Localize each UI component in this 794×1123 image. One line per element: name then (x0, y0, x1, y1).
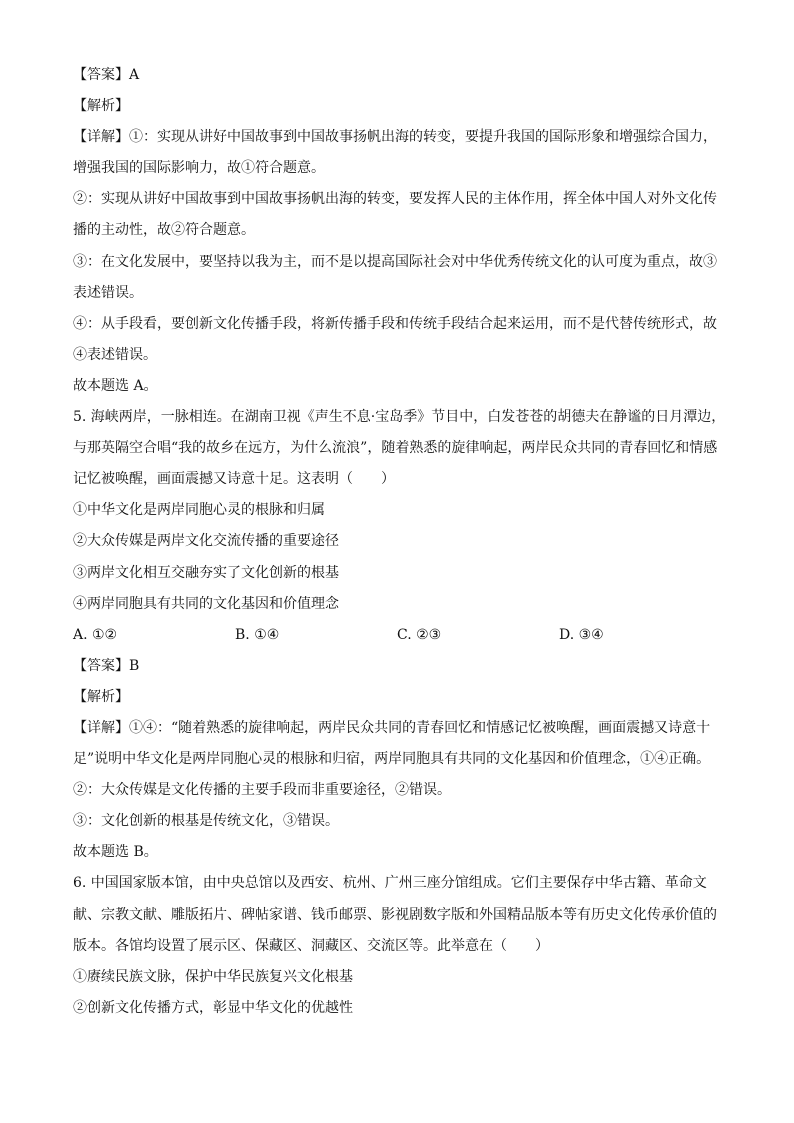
document-page (73, 60, 733, 1024)
analysis-label: 【解析】 (73, 98, 129, 115)
analysis-line: ③：文化创新的根基是传统文化，③错误。 (73, 813, 339, 830)
analysis-line: 足”说明中华文化是两岸同胞心灵的根脉和归宿，两岸同胞具有共同的文化基因和价值理念，①④正确。 (73, 751, 711, 768)
analysis-line: 【详解】①④：“随着熟悉的旋律响起，两岸民众共同的青春回忆和情感记忆被唤醒，画面震撼又诗意十 (73, 719, 711, 736)
analysis-line: 表述错误。 (73, 284, 143, 301)
question-stem: 5. 海峡两岸，一脉相连。在湖南卫视《声生不息·宝岛季》节目中，白发苍苍的胡德夫在静谧的日月潭边， (73, 409, 726, 426)
option-b: B. ①④ (235, 626, 280, 643)
option-a: A. ①② (73, 626, 118, 643)
analysis-line: 增强我国的国际影响力，故①符合题意。 (73, 160, 325, 177)
conclusion-line: 故本题选 A。 (73, 377, 158, 394)
answer-label: 【答案】A (73, 67, 140, 83)
option-c: C. ②③ (397, 626, 442, 643)
answer-label: 【答案】B (73, 657, 140, 674)
statement-item: ④两岸同胞具有共同的文化基因和价值理念 (73, 595, 339, 612)
question-stem: 与那英隔空合唱“我的故乡在远方，为什么流浪”，随着熟悉的旋律响起，两岸民众共同的青春回忆和情感 (73, 440, 718, 457)
statement-item: ②大众传媒是两岸文化交流传播的重要途径 (73, 533, 339, 550)
statement-item: ③两岸文化相互交融夯实了文化创新的根基 (73, 564, 339, 581)
analysis-line: 播的主动性，故②符合题意。 (73, 222, 255, 239)
option-d: D. ③④ (559, 626, 604, 643)
question-stem: 版本。各馆均设置了展示区、保藏区、洞藏区、交流区等。此举意在（ ） (73, 937, 549, 954)
analysis-line: ④表述错误。 (73, 346, 157, 363)
analysis-line: ②：大众传媒是文化传播的主要手段而非重要途径，②错误。 (73, 782, 451, 799)
analysis-line: 【详解】①：实现从讲好中国故事到中国故事扬帆出海的转变，要提升我国的国际形象和增强综合国力， (73, 129, 717, 146)
question-stem: 记忆被唤醒，画面震撼又诗意十足。这表明（ ） (73, 471, 395, 488)
conclusion-line: 故本题选 B。 (73, 844, 158, 861)
statement-item: ②创新文化传播方式，彰显中华文化的优越性 (73, 999, 353, 1016)
analysis-line: ④：从手段看，要创新文化传播手段，将新传播手段和传统手段结合起来运用，而不是代替传统形式，故 (73, 315, 717, 332)
question-stem: 献、宗教文献、雕版拓片、碑帖家谱、钱币邮票、影视剧数字版和外国精品版本等有历史文化传承价值的 (73, 906, 717, 923)
analysis-line: ③：在文化发展中，要坚持以我为主，而不是以提高国际社会对中华优秀传统文化的认可度为重点，故③ (73, 253, 717, 270)
statement-item: ①中华文化是两岸同胞心灵的根脉和归属 (73, 502, 325, 519)
analysis-label: 【解析】 (73, 688, 129, 705)
options-row (73, 620, 733, 651)
question-stem: 6. 中国国家版本馆，由中央总馆以及西安、杭州、广州三座分馆组成。它们主要保存中华古籍、革命文 (73, 875, 707, 892)
analysis-line: ②：实现从讲好中国故事到中国故事扬帆出海的转变，要发挥人民的主体作用，挥全体中国人对外文化传 (73, 191, 717, 208)
statement-item: ①赓续民族文脉，保护中华民族复兴文化根基 (73, 968, 353, 985)
